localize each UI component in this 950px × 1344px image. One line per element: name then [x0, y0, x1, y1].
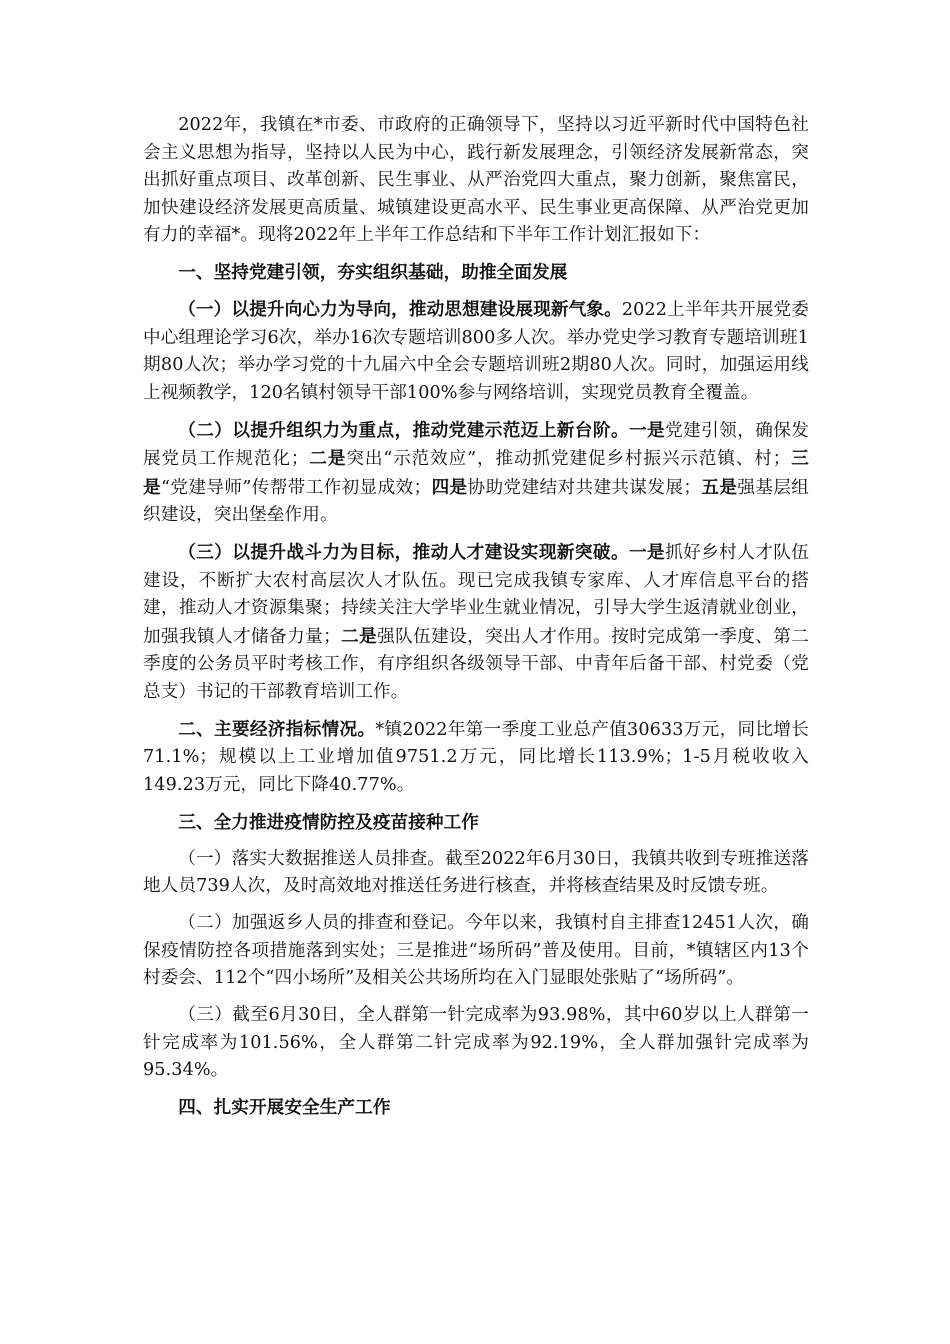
item-text-6: 抓好乡村人才队伍建设，不断扩大农村高层次人才队伍。现已完成我镇专家库、人才库信息平台的搭建，推动人才资源集聚；持续关注大学毕业生就业情况，引导大学生返清就业创业，加强我镇人才储备力量；: [143, 543, 809, 647]
keyword-1: 一是: [629, 419, 666, 441]
item-text-2: 突出“示范效应”，推动抓党建促乡村振兴示范镇、村；: [346, 449, 791, 469]
section-2-body: *镇2022年第一季度工业总产值30633万元，同比增长71.1%；规模以上工业增加值9751.2万元，同比增长113.9%；1-5月税收收入149.23万元，同比下降40.77%。: [143, 719, 809, 795]
section-3-paragraph-1: （一）落实大数据推送人员排查。截至2022年6月30日，我镇共收到专班推送落地人员739人次，及时高效地对推送任务进行核查，并将核查结果及时反馈专班。: [143, 848, 809, 896]
section-3-heading: 三、全力推进疫情防控及疫苗接种工作: [178, 811, 479, 833]
item-text-4: 协助党建结对共建共谋发展；: [467, 477, 702, 498]
keyword-5: 五是: [701, 476, 738, 498]
item-text-7: 强队伍建设，突出人才作用。按时完成第一季度、第二季度的公务员平时考核工作，有序组织各级领导干部、中青年后备干部、村党委（党总支）书记的干部教育培训工作。: [143, 626, 810, 702]
section-2-paragraph: [143, 716, 809, 800]
keyword-7: 二是: [340, 625, 378, 647]
item-text-1: 党建引领，确保发展党员工作规范化；: [143, 420, 809, 469]
keyword-6: 一是: [629, 542, 666, 563]
section-3-paragraph-2: （二）加强返乡人员的排查和登记。今年以来，我镇村自主排查12451人次，确保疫情防控各项措施落到实处；三是推进“场所码”普及使用。目前，*镇辖区内13个村委会、112个“四小场所”及相关公共场所均在入门显眼处张贴了“场所码”。: [143, 913, 809, 988]
section-2-heading: 二、主要经济指标情况。: [178, 718, 376, 740]
intro-paragraph: 2022年，我镇在*市委、市政府的正确领导下，坚持以习近平新时代中国特色社会主义思想为指导，坚持以人民为中心，践行新发展理念，引领经济发展新常态，突出抓好重点项目、改革创新、民生事业、从严治党四大重点，聚力创新，聚焦富民，加快建设经济发展更高质量、城镇建设更高水平、民生事业更高保障、从严治党更加有力的幸福*。现将2022年上半年工作总结和下半年工作计划汇报如下：: [143, 115, 809, 245]
document-page: [143, 112, 809, 1131]
section-1-subheading-2: （二）以提升组织力为重点，推动党建示范迈上新台阶。: [178, 419, 629, 441]
item-text-3: “党建导师”传帮带工作初显成效；: [161, 477, 432, 498]
keyword-3: 三是: [143, 448, 809, 498]
item-text-5: 强基层组织建设，突出堡垒作用。: [143, 477, 809, 525]
section-1-subheading-3: （三）以提升战斗力为目标，推动人才建设实现新突破。: [178, 542, 629, 563]
section-1-paragraph-2: [143, 417, 809, 530]
section-1-paragraph-3: [143, 539, 809, 706]
section-1-heading: 一、坚持党建引领，夯实组织基础，助推全面发展: [178, 262, 568, 283]
section-1-paragraph-1-body: 2022上半年共开展党委中心组理论学习6次，举办16次专题培训800多人次。举办党史学习教育专题培训班1期80人次；举办学习党的十九届六中全会专题培训班2期80人次。同时，加强运用线上视频教学，120名镇村领导干部100%参与网络培训，实现党员教育全覆盖。: [143, 300, 809, 403]
section-4-heading: 四、扎实开展安全生产工作: [178, 1097, 391, 1118]
keyword-4: 四是: [431, 476, 468, 498]
section-3-paragraph-3: （三）截至6月30日，全人群第一针完成率为93.98%，其中60岁以上人群第一针完成率为101.56%，全人群第二针完成率为92.19%，全人群加强针完成率为95.34%。: [143, 1005, 809, 1080]
section-1-subheading-1: （一）以提升向心力为导向，推动思想建设展现新气象。: [178, 299, 622, 320]
keyword-2: 二是: [308, 448, 347, 469]
section-1-paragraph-1: [143, 296, 809, 407]
